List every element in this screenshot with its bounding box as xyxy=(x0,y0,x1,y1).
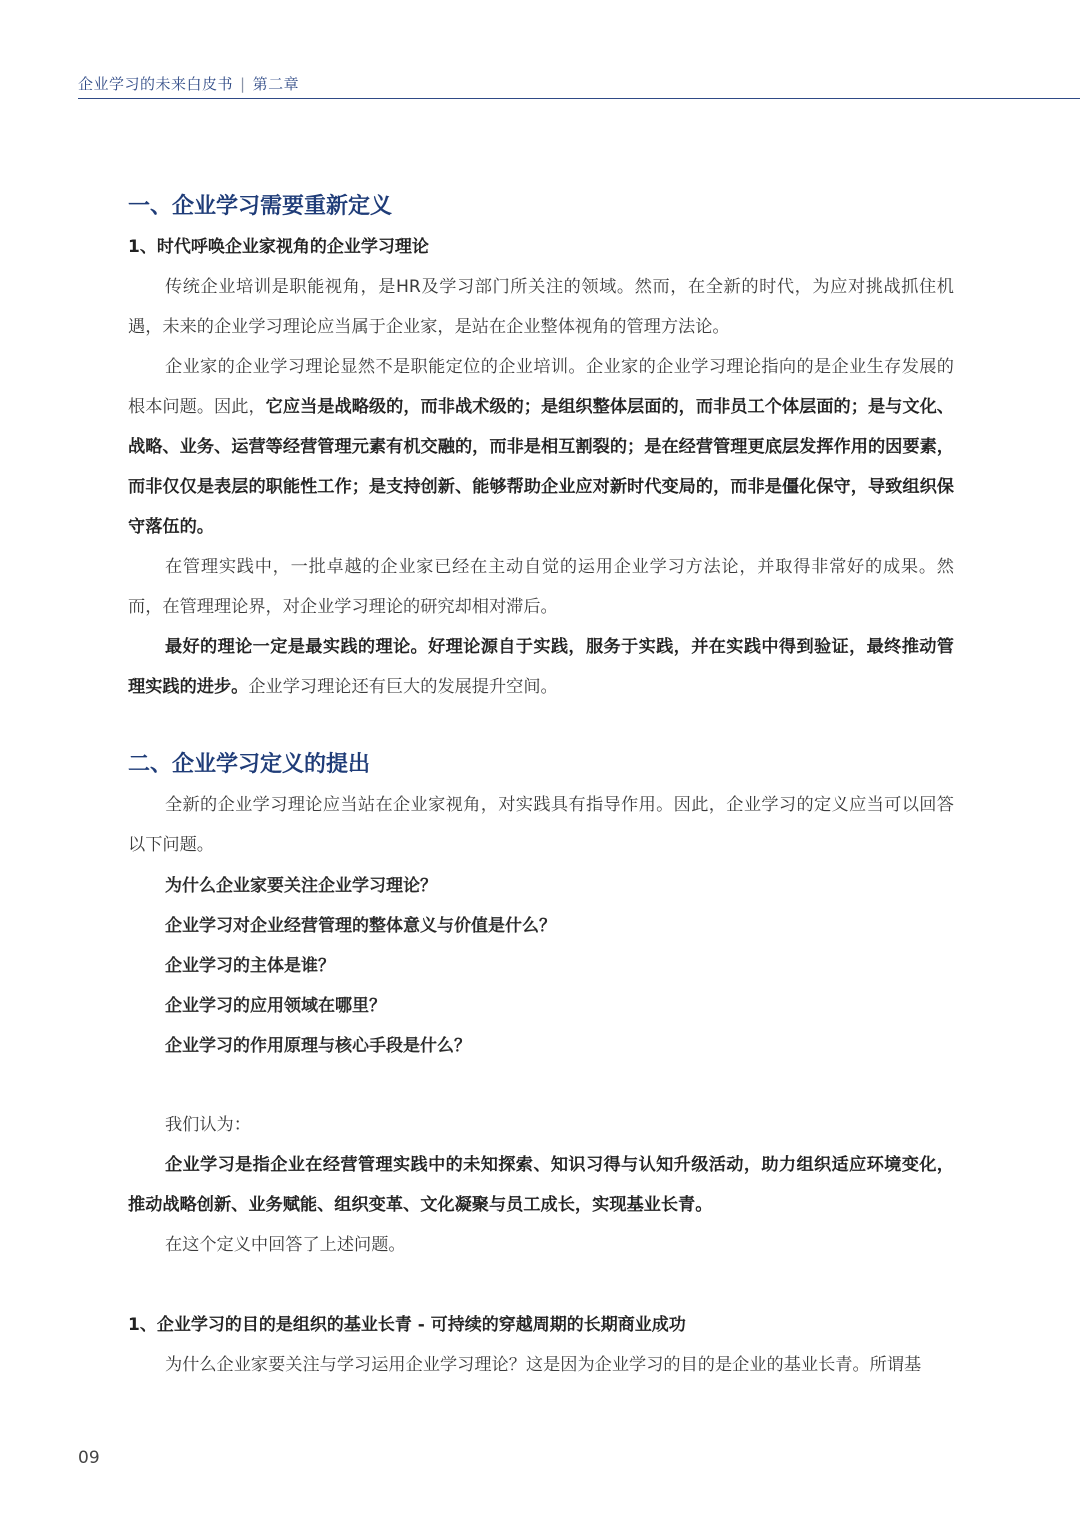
header-title: 企业学习的未来白皮书 xyxy=(78,75,234,93)
question-item: 为什么企业家要关注企业学习理论？ xyxy=(165,876,437,896)
question-item: 企业学习的应用领域在哪里？ xyxy=(165,996,386,1016)
section1-p4-bold: 最好的理论一定是最实践的理论。好理论源自于实践，服务于实践，并在实践中得到验证，最终推动管理实践的进步。 xyxy=(128,637,954,697)
section1-p2-bold: 它应当是战略级的，而非战术级的；是组织整体层面的，而非员工个体层面的；是与文化、战略、业务、运营等经营管理元素有机交融的，而非是相互割裂的；是在经营管理更底层发挥作用的因要素，而非仅仅是表层的职能性工作；是支持创新、能够帮助企业应对新时代变局的，而非是僵化保守，导致组织保守落伍的。 xyxy=(128,397,954,537)
definition-paragraph: 企业学习是指企业在经营管理实践中的未知探索、知识习得与认知升级活动，助力组织适应环境变化，推动战略创新、业务赋能、组织变革、文化凝聚与员工成长，实现基业长青。 xyxy=(128,1155,954,1215)
page-number: 09 xyxy=(78,1448,100,1468)
section2-last-paragraph: 为什么企业家要关注与学习运用企业学习理论？这是因为企业学习的目的是企业的基业长青。所谓基 xyxy=(164,1355,922,1375)
header-rule xyxy=(78,98,1080,99)
section2-paragraph-1: 全新的企业学习理论应当站在企业家视角，对实践具有指导作用。因此，企业学习的定义应当可以回答以下问题。 xyxy=(128,795,954,855)
section1-paragraph-3: 在管理实践中，一批卓越的企业家已经在主动自觉的运用企业学习方法论，并取得非常好的成果。然而，在管理理论界，对企业学习理论的研究却相对滞后。 xyxy=(128,557,954,617)
section1-p2-normal: 企业家的企业学习理论显然不是职能定位的企业培训。企业家的企业学习理论指向的是企业生存发展的根本问题。因此， xyxy=(128,357,954,417)
answered-line: 在这个定义中回答了上述问题。 xyxy=(164,1235,406,1255)
question-item: 企业学习对企业经营管理的整体意义与价值是什么？ xyxy=(165,916,556,936)
section1-heading: 一、企业学习需要重新定义 xyxy=(128,194,393,219)
question-item: 企业学习的作用原理与核心手段是什么？ xyxy=(165,1036,471,1056)
section1-paragraph-2 xyxy=(128,347,954,547)
question-item: 企业学习的主体是谁？ xyxy=(165,956,335,976)
section1-paragraph-1: 传统企业培训是职能视角，是HR及学习部门所关注的领域。然而，在全新的时代，为应对挑战抓住机遇，未来的企业学习理论应当属于企业家，是站在企业整体视角的管理方法论。 xyxy=(128,277,954,337)
section2-heading: 二、企业学习定义的提出 xyxy=(128,752,371,777)
we-think-line: 我们认为： xyxy=(164,1115,251,1135)
header-separator: | xyxy=(240,75,246,93)
section1-paragraph-4 xyxy=(128,627,954,707)
section1-subheading: 1、时代呼唤企业家视角的企业学习理论 xyxy=(128,237,429,257)
header-chapter: 第二章 xyxy=(252,75,300,93)
section2-subheading: 1、企业学习的目的是组织的基业长青 - 可持续的穿越周期的长期商业成功 xyxy=(128,1315,686,1335)
running-header xyxy=(78,73,299,94)
section1-p4-normal: 企业学习理论还有巨大的发展提升空间。 xyxy=(248,677,558,697)
